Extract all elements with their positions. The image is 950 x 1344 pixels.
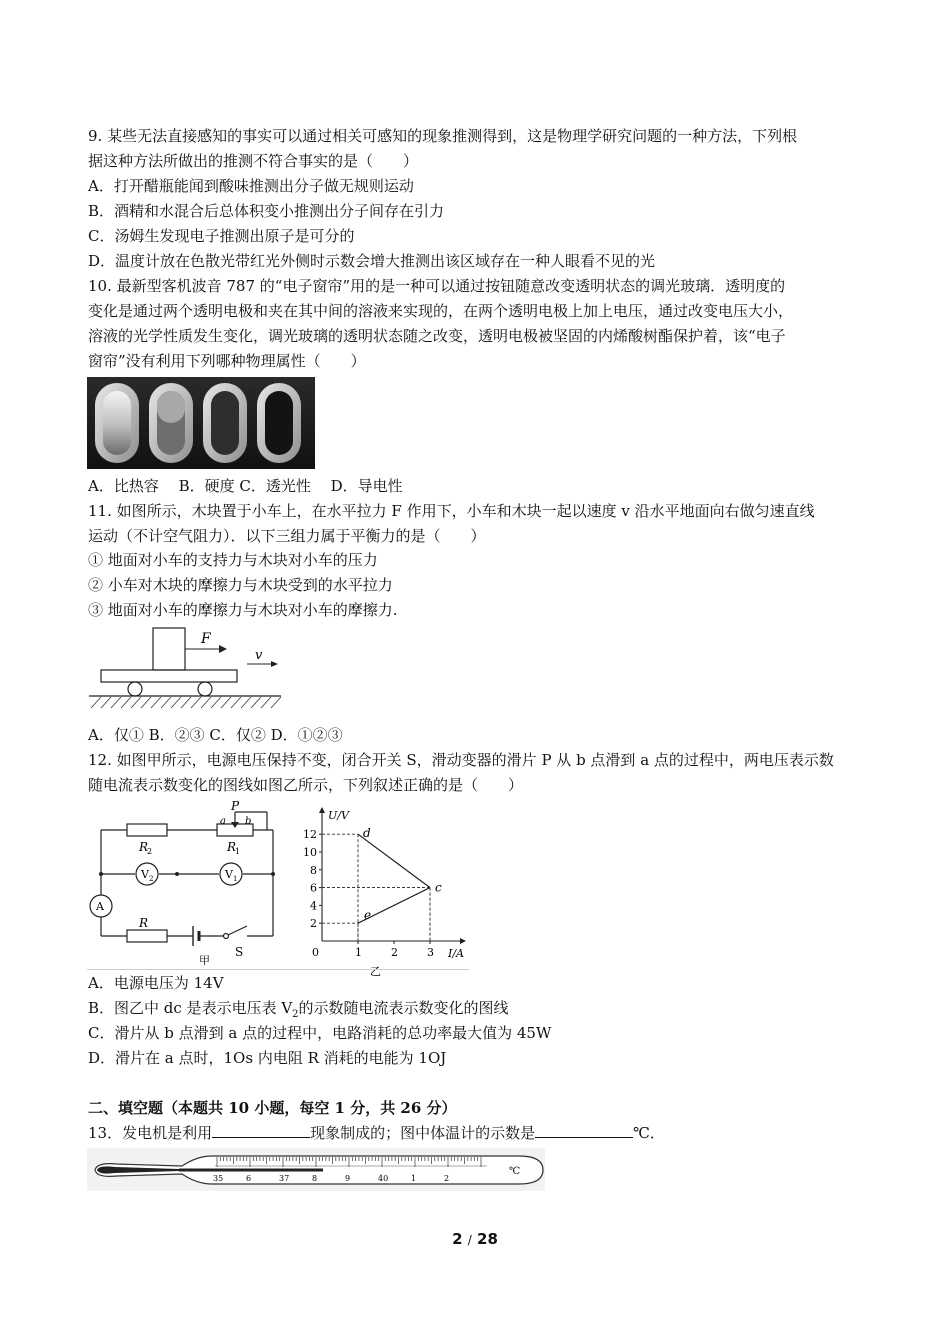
q12-option-c: C．滑片从 b 点滑到 a 点的过程中，电路消耗的总功率最大值为 45W (88, 1024, 552, 1042)
svg-text:P: P (231, 800, 240, 813)
q9-option-c: C．汤姆生发现电子推测出原子是可分的 (88, 227, 355, 245)
svg-text:R: R (139, 840, 149, 854)
q10-stem-line3: 溶液的光学性质发生变化，调光玻璃的透明状态随之改变，透明电极被坚固的内烯酸树酯保护着，该“电子 (88, 327, 786, 345)
x-tick-label: 2 (391, 946, 398, 959)
q11-item-2: ② 小车对木块的摩擦力与木块受到的水平拉力 (88, 576, 393, 594)
graph-caption: 乙 (370, 965, 381, 977)
q13-stem: 13．发电机是利用 现象制成的；图中体温计的示数是 ℃． (88, 1124, 665, 1142)
thermometer-scale-label: 40 (378, 1174, 389, 1183)
wood-block (153, 628, 185, 670)
y-tick-label: 4 (310, 899, 317, 913)
cart-body (101, 670, 237, 682)
q12-option-b: B．图乙中 dc 是表示电压表 $V_2$的示数随电流表示数变化的图线 (88, 999, 509, 1020)
q9-option-d: D．温度计放在色散光带红光外侧时示数会增大推测出该区域存在一种人眼看不见的光 (88, 252, 656, 270)
q9-option-a: A．打开醋瓶能闻到酸味推测出分子做无规则运动 (88, 177, 414, 195)
svg-text:甲: 甲 (199, 954, 210, 967)
svg-text:R: R (139, 916, 149, 930)
q11-item-1: ① 地面对小车的支持力与木块对小车的压力 (88, 551, 378, 569)
resistor-r (127, 930, 167, 942)
x-tick-label: 3 (427, 946, 434, 959)
point-label-d: d (363, 826, 371, 841)
window-1 (95, 383, 139, 463)
thermometer-scale-label: 8 (312, 1174, 318, 1183)
q10-stem-line1: 10. 最新型客机波音 787 的“电子窗帘”用的是一种可以通过按钮随意改变透明状态的调光玻璃．透明度的 (88, 277, 786, 295)
resistor-r2 (127, 824, 167, 836)
svg-text:V: V (141, 868, 149, 881)
cart-wheel-right (198, 682, 212, 696)
x-tick-label: 0 (312, 946, 319, 959)
q11-stem-line1: 11. 如图所示，木块置于小车上，在水平拉力 F 作用下，小车和木块一起以速度 v 沿水平地面向右做匀速直线 (88, 502, 815, 520)
q11-item-3: ③ 地面对小车的摩擦力与木块对小车的摩擦力. (88, 601, 398, 619)
svg-text:2: 2 (147, 847, 153, 856)
thermometer-scale-label: 6 (246, 1174, 252, 1183)
q11-options: A．仅① B．②③ C．仅② D．①②③ (88, 726, 343, 744)
y-tick-label: 8 (310, 863, 317, 877)
iu-graph (300, 805, 470, 977)
y-tick-label: 12 (303, 828, 317, 842)
q10-options: A．比热容 B．硬度 C．透光性 D．导电性 (88, 477, 403, 495)
force-label: F (201, 631, 211, 647)
q10-stem-line4: 窗帘”没有利用下列哪种物理属性（ ） (88, 352, 366, 370)
q12-stem-line2: 随电流表示数变化的图线如图乙所示，下列叙述正确的是（ ） (88, 776, 524, 794)
q11-stem-line2: 运动（不计空气阻力）．以下三组力属于平衡力的是（ ） (88, 527, 486, 545)
ground-hatch (91, 697, 281, 708)
q12-stem-line1: 12. 如图甲所示，电源电压保持不变，闭合开关 S，滑动变器的滑片 P 从 b 点滑到 a 点的过程中，两电压表示数 (88, 751, 834, 769)
q9-option-b: B．酒精和水混合后总体积变小推测出分子间存在引力 (88, 202, 445, 220)
switch (224, 934, 229, 939)
thermometer-scale-label: 1 (411, 1174, 417, 1183)
series-line-dc (358, 834, 430, 887)
thermometer-figure (87, 1148, 547, 1192)
q10-stem-line2: 变化是通过两个透明电极和夹在其中间的溶液来实现的，在两个透明电极上加上电压，通过改变电压大小， (88, 302, 794, 320)
window-3 (203, 383, 247, 463)
x-axis-label: I/A (448, 947, 464, 960)
window-photo (87, 377, 315, 469)
thermometer-scale-label: 2 (444, 1174, 450, 1183)
y-tick-label: 10 (303, 846, 317, 859)
y-axis-label: U/V (328, 809, 349, 822)
point-label-e: e (364, 908, 372, 923)
q9-stem-line1: 9. 某些无法直接感知的事实可以通过相关可感知的现象推测得到，这是物理学研究问题的一种方法，下列根 (88, 127, 798, 145)
figure-divider (87, 969, 469, 970)
svg-text:2: 2 (149, 875, 154, 883)
svg-text:S: S (235, 945, 244, 959)
svg-text:A: A (96, 900, 104, 913)
answer-blank-1[interactable] (212, 1123, 310, 1138)
window-4 (257, 383, 301, 463)
thermometer-scale-label: 37 (279, 1174, 290, 1183)
thermometer-scale-label: 9 (345, 1174, 351, 1183)
y-tick-label: 2 (310, 917, 317, 931)
svg-text:1: 1 (235, 847, 241, 856)
cart-wheel-left (128, 682, 142, 696)
q12-option-a: A．电源电压为 14V (88, 974, 224, 992)
q12-option-d: D．滑片在 a 点时，1Os 内电阻 R 消耗的电能为 1OJ (88, 1049, 447, 1067)
answer-blank-2[interactable] (535, 1123, 633, 1138)
y-tick-label: 6 (310, 881, 317, 895)
svg-text:a: a (220, 816, 226, 827)
cart-diagram (87, 624, 287, 720)
point-label-c: c (435, 880, 442, 895)
svg-text:V: V (225, 868, 233, 881)
svg-text:1: 1 (233, 875, 238, 883)
thermometer-unit: ℃ (509, 1166, 521, 1177)
x-tick-label: 1 (355, 946, 362, 959)
section-title: 二、填空题（本题共 10 小题，每空 1 分，共 26 分） (88, 1099, 457, 1117)
velocity-label: v (255, 648, 263, 663)
thermometer-scale-label: 35 (213, 1174, 224, 1183)
q9-stem-line2: 据这种方法所做出的推测不符合事实的是（ ） (88, 152, 419, 170)
svg-text:b: b (245, 816, 252, 827)
svg-text:R: R (227, 840, 237, 854)
window-2 (149, 383, 193, 463)
page-number: 2 / 28 (452, 1230, 498, 1248)
circuit-diagram (87, 800, 287, 970)
